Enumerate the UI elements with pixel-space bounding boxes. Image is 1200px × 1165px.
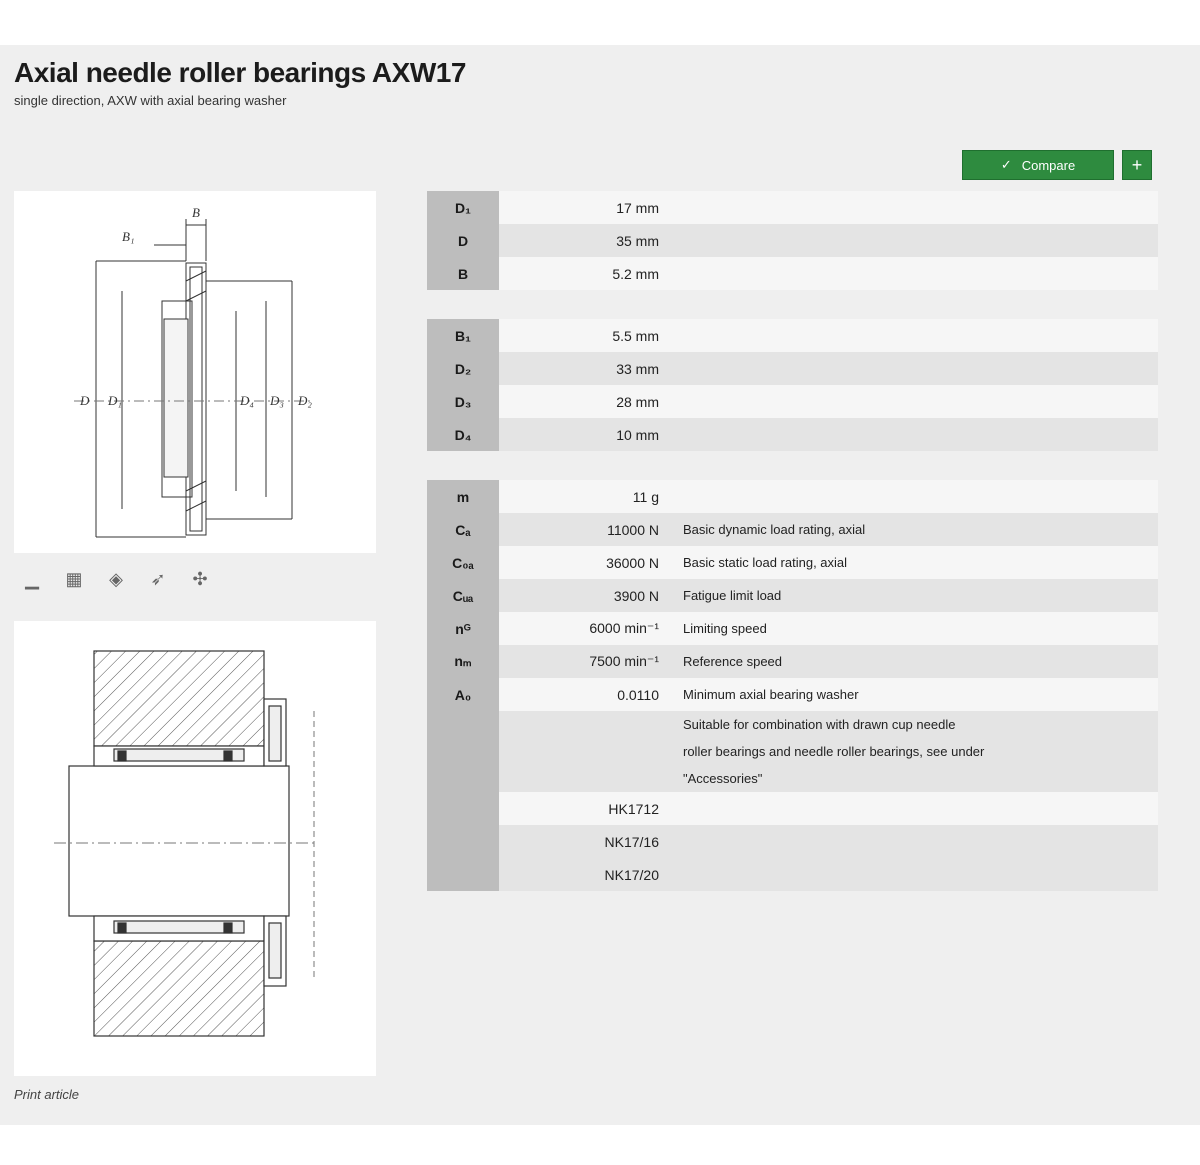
note-line: Suitable for combination with drawn cup needle [683,717,956,732]
value-cell: 5.2 mm [499,257,677,290]
value-cell: 6000 min⁻¹ [499,612,677,645]
mounting-dimensions-table [427,319,1158,451]
value-cell: 7500 min⁻¹ [499,645,677,678]
value-cell: 3900 N [499,579,677,612]
compare-button[interactable] [962,150,1114,180]
print-link[interactable]: Print article [14,1087,80,1102]
value-cell: 35 mm [499,224,677,257]
table-row [427,792,1158,825]
description-cell: Fatigue limit load [677,579,1158,612]
value-cell: 11000 N [499,513,677,546]
symbol-cell: D₁ [427,191,499,224]
performance-table [427,480,1158,891]
symbol-cell: D₄ [427,418,499,451]
table-row [427,352,1158,385]
symbol-cell: nₘ [427,645,499,678]
symbol-cell: C₀ₐ [427,546,499,579]
table-row [427,612,1158,645]
description-cell: Limiting speed [677,612,1158,645]
description-cell: Reference speed [677,645,1158,678]
symbol-cell: nᴳ [427,612,499,645]
media-icons [18,565,214,593]
svg-text:D₃: D₃ [270,393,284,408]
table-row [427,825,1158,858]
cad-icon[interactable]: ▦ [65,568,83,589]
symbol-cell: B₁ [427,319,499,352]
add-button[interactable] [1122,150,1152,180]
value-cell: 5.5 mm [499,319,677,352]
svg-text:D₁: D₁ [108,393,122,408]
table-row [427,191,1158,224]
ruler-icon[interactable]: ▁ [25,568,39,589]
table-row [427,224,1158,257]
note-line: roller bearings and needle roller bearings, see under [683,744,985,759]
table-row [427,418,1158,451]
table-row [427,678,1158,711]
svg-text:D: D [80,393,90,408]
dimensions-table [427,191,1158,290]
action-bar [962,150,1152,180]
accessory-link[interactable]: HK1712 [499,792,677,825]
table-row [427,319,1158,352]
accessory-link[interactable]: NK17/20 [499,858,677,891]
symbol-cell: D₂ [427,352,499,385]
symbol-cell: A₀ [427,678,499,711]
symbol-cell: D₃ [427,385,499,418]
symbol-cell: B [427,257,499,290]
value-cell: 11 g [499,480,677,513]
description-cell [677,480,1158,513]
share-icon[interactable]: ➶ [150,568,166,589]
plus-icon: + [1131,154,1143,175]
product-page [0,45,1200,1125]
3d-model-icon[interactable]: ◈ [109,568,123,589]
value-cell: 28 mm [499,385,677,418]
check-icon: ✓ [1000,157,1012,172]
symbol-cell [427,752,499,793]
value-cell: 36000 N [499,546,677,579]
table-row [427,645,1158,678]
page-title: Axial needle roller bearings AXW17 [14,57,466,88]
value-cell: 10 mm [499,418,677,451]
compare-button-label: Compare [1021,157,1076,173]
accessory-link[interactable]: NK17/16 [499,825,677,858]
description-cell: Basic dynamic load rating, axial [677,513,1158,546]
table-row [427,513,1158,546]
value-cell: 17 mm [499,191,677,224]
table-row [427,858,1158,891]
technical-drawing [14,191,376,553]
svg-text:B₁: B₁ [122,229,135,244]
table-row [427,480,1158,513]
accessories-note [677,711,1158,792]
settings-icon[interactable]: ✣ [192,568,208,589]
page-subtitle: single direction, AXW with axial bearing washer [14,93,287,108]
symbol-cell: D [427,224,499,257]
table-row [427,579,1158,612]
table-row [427,385,1158,418]
installation-drawing [14,621,376,1076]
value-cell: 33 mm [499,352,677,385]
symbol-cell: m [427,480,499,513]
note-line: "Accessories" [683,771,763,786]
table-row [427,711,1158,752]
table-row [427,546,1158,579]
svg-text:D₄: D₄ [240,393,254,408]
symbol-cell [427,711,499,752]
symbol-cell: Cᵤₐ [427,579,499,612]
symbol-cell: Cₐ [427,513,499,546]
description-cell: Basic static load rating, axial [677,546,1158,579]
table-row [427,257,1158,290]
svg-text:D₂: D₂ [298,393,312,408]
description-cell: Minimum axial bearing washer [677,678,1158,711]
value-cell: 0.0110 [499,678,677,711]
svg-text:B: B [192,205,200,220]
